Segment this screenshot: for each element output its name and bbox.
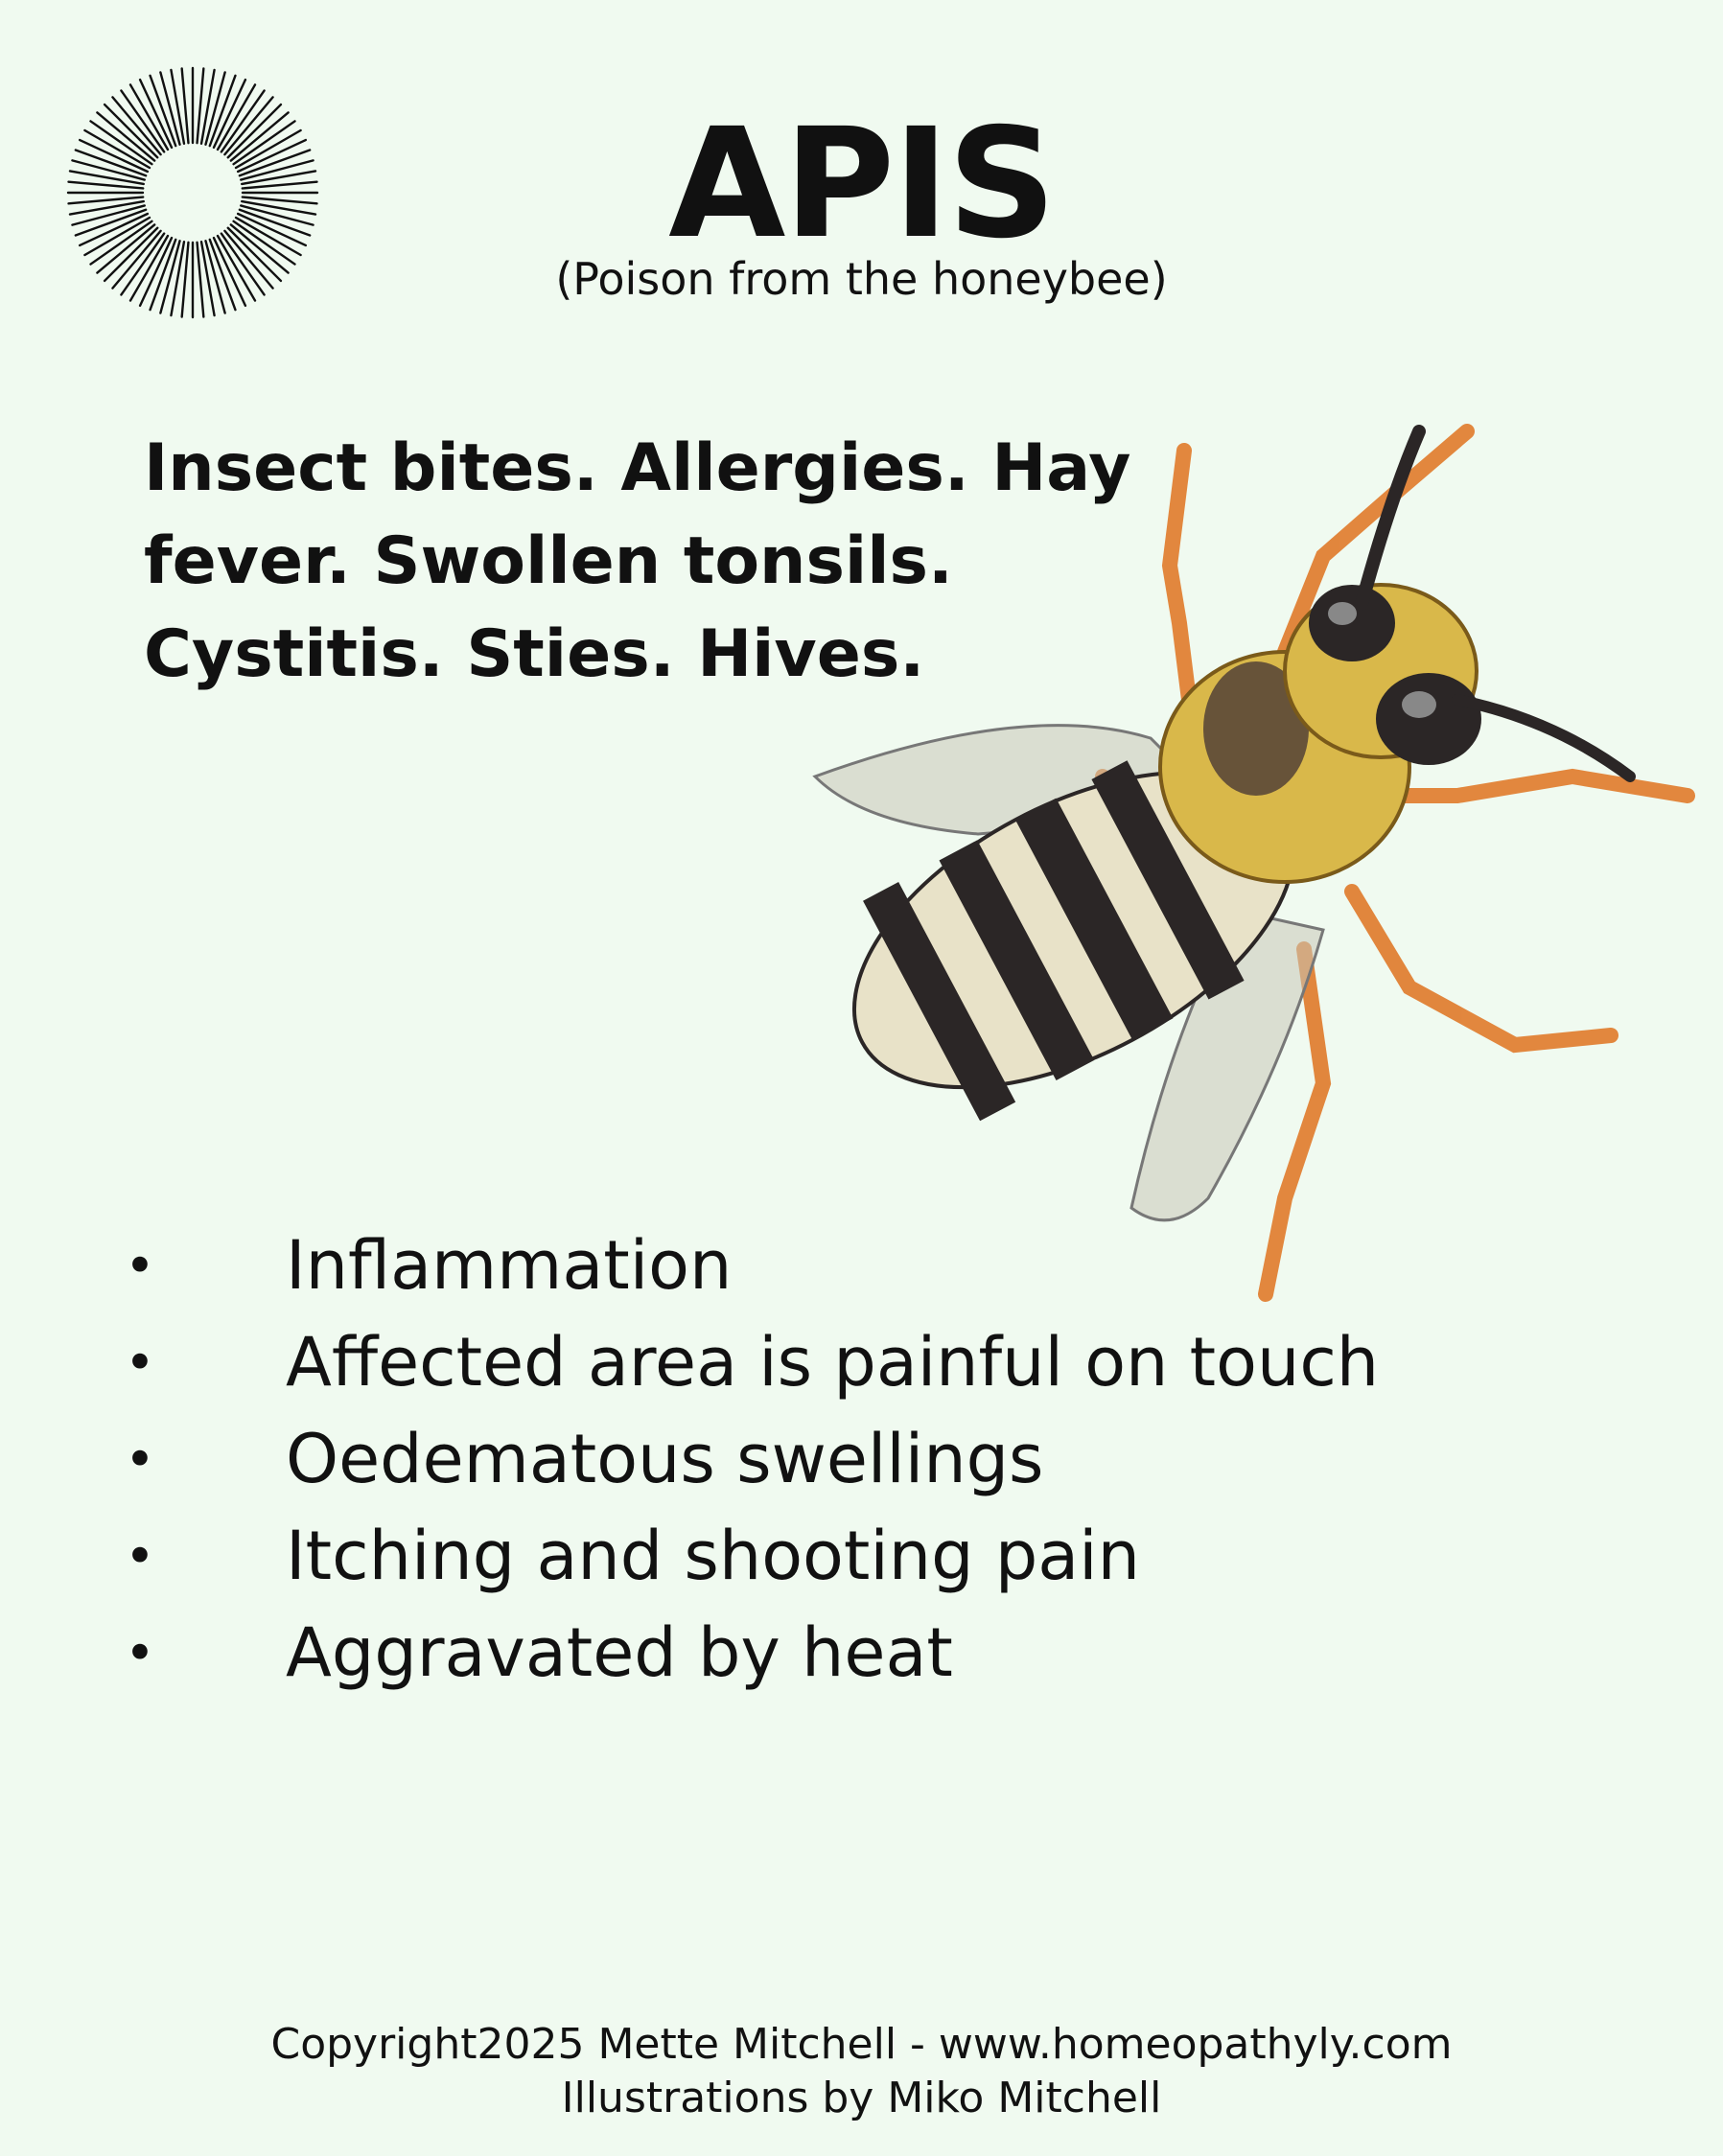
list-item: [115, 1411, 1379, 1508]
page-subtitle: (Poison from the honeybee): [555, 253, 1168, 305]
list-item: [115, 1314, 1379, 1411]
page-title: APIS: [668, 96, 1055, 272]
bullet-icon: •: [125, 1429, 155, 1490]
footer: [0, 2018, 1723, 2125]
list-item: [115, 1605, 1379, 1702]
bullet-icon: •: [125, 1236, 155, 1296]
copyright-text: Copyright2025 Mette Mitchell - www.homeopathyly.com: [270, 2020, 1453, 2069]
illustration-credit: Illustrations by Miko Mitchell: [561, 2074, 1162, 2122]
honeybee-illustration: [786, 412, 1707, 1333]
symptom-list: [115, 1217, 1379, 1702]
bullet-icon: •: [125, 1333, 155, 1393]
indications-text: Insect bites. Allergies. Hay fever. Swollen tonsils. Cystitis. Sties. Hives.: [144, 430, 1131, 692]
symptom-text: Affected area is painful on touch: [286, 1323, 1380, 1402]
list-item: [115, 1217, 1379, 1314]
symptom-text: Itching and shooting pain: [286, 1517, 1140, 1595]
symptom-text: Oedematous swellings: [286, 1420, 1044, 1498]
list-item: [115, 1508, 1379, 1605]
symptom-text: Inflammation: [286, 1226, 733, 1305]
bullet-icon: •: [125, 1623, 155, 1683]
symptom-text: Aggravated by heat: [286, 1613, 953, 1692]
bullet-icon: •: [125, 1526, 155, 1587]
